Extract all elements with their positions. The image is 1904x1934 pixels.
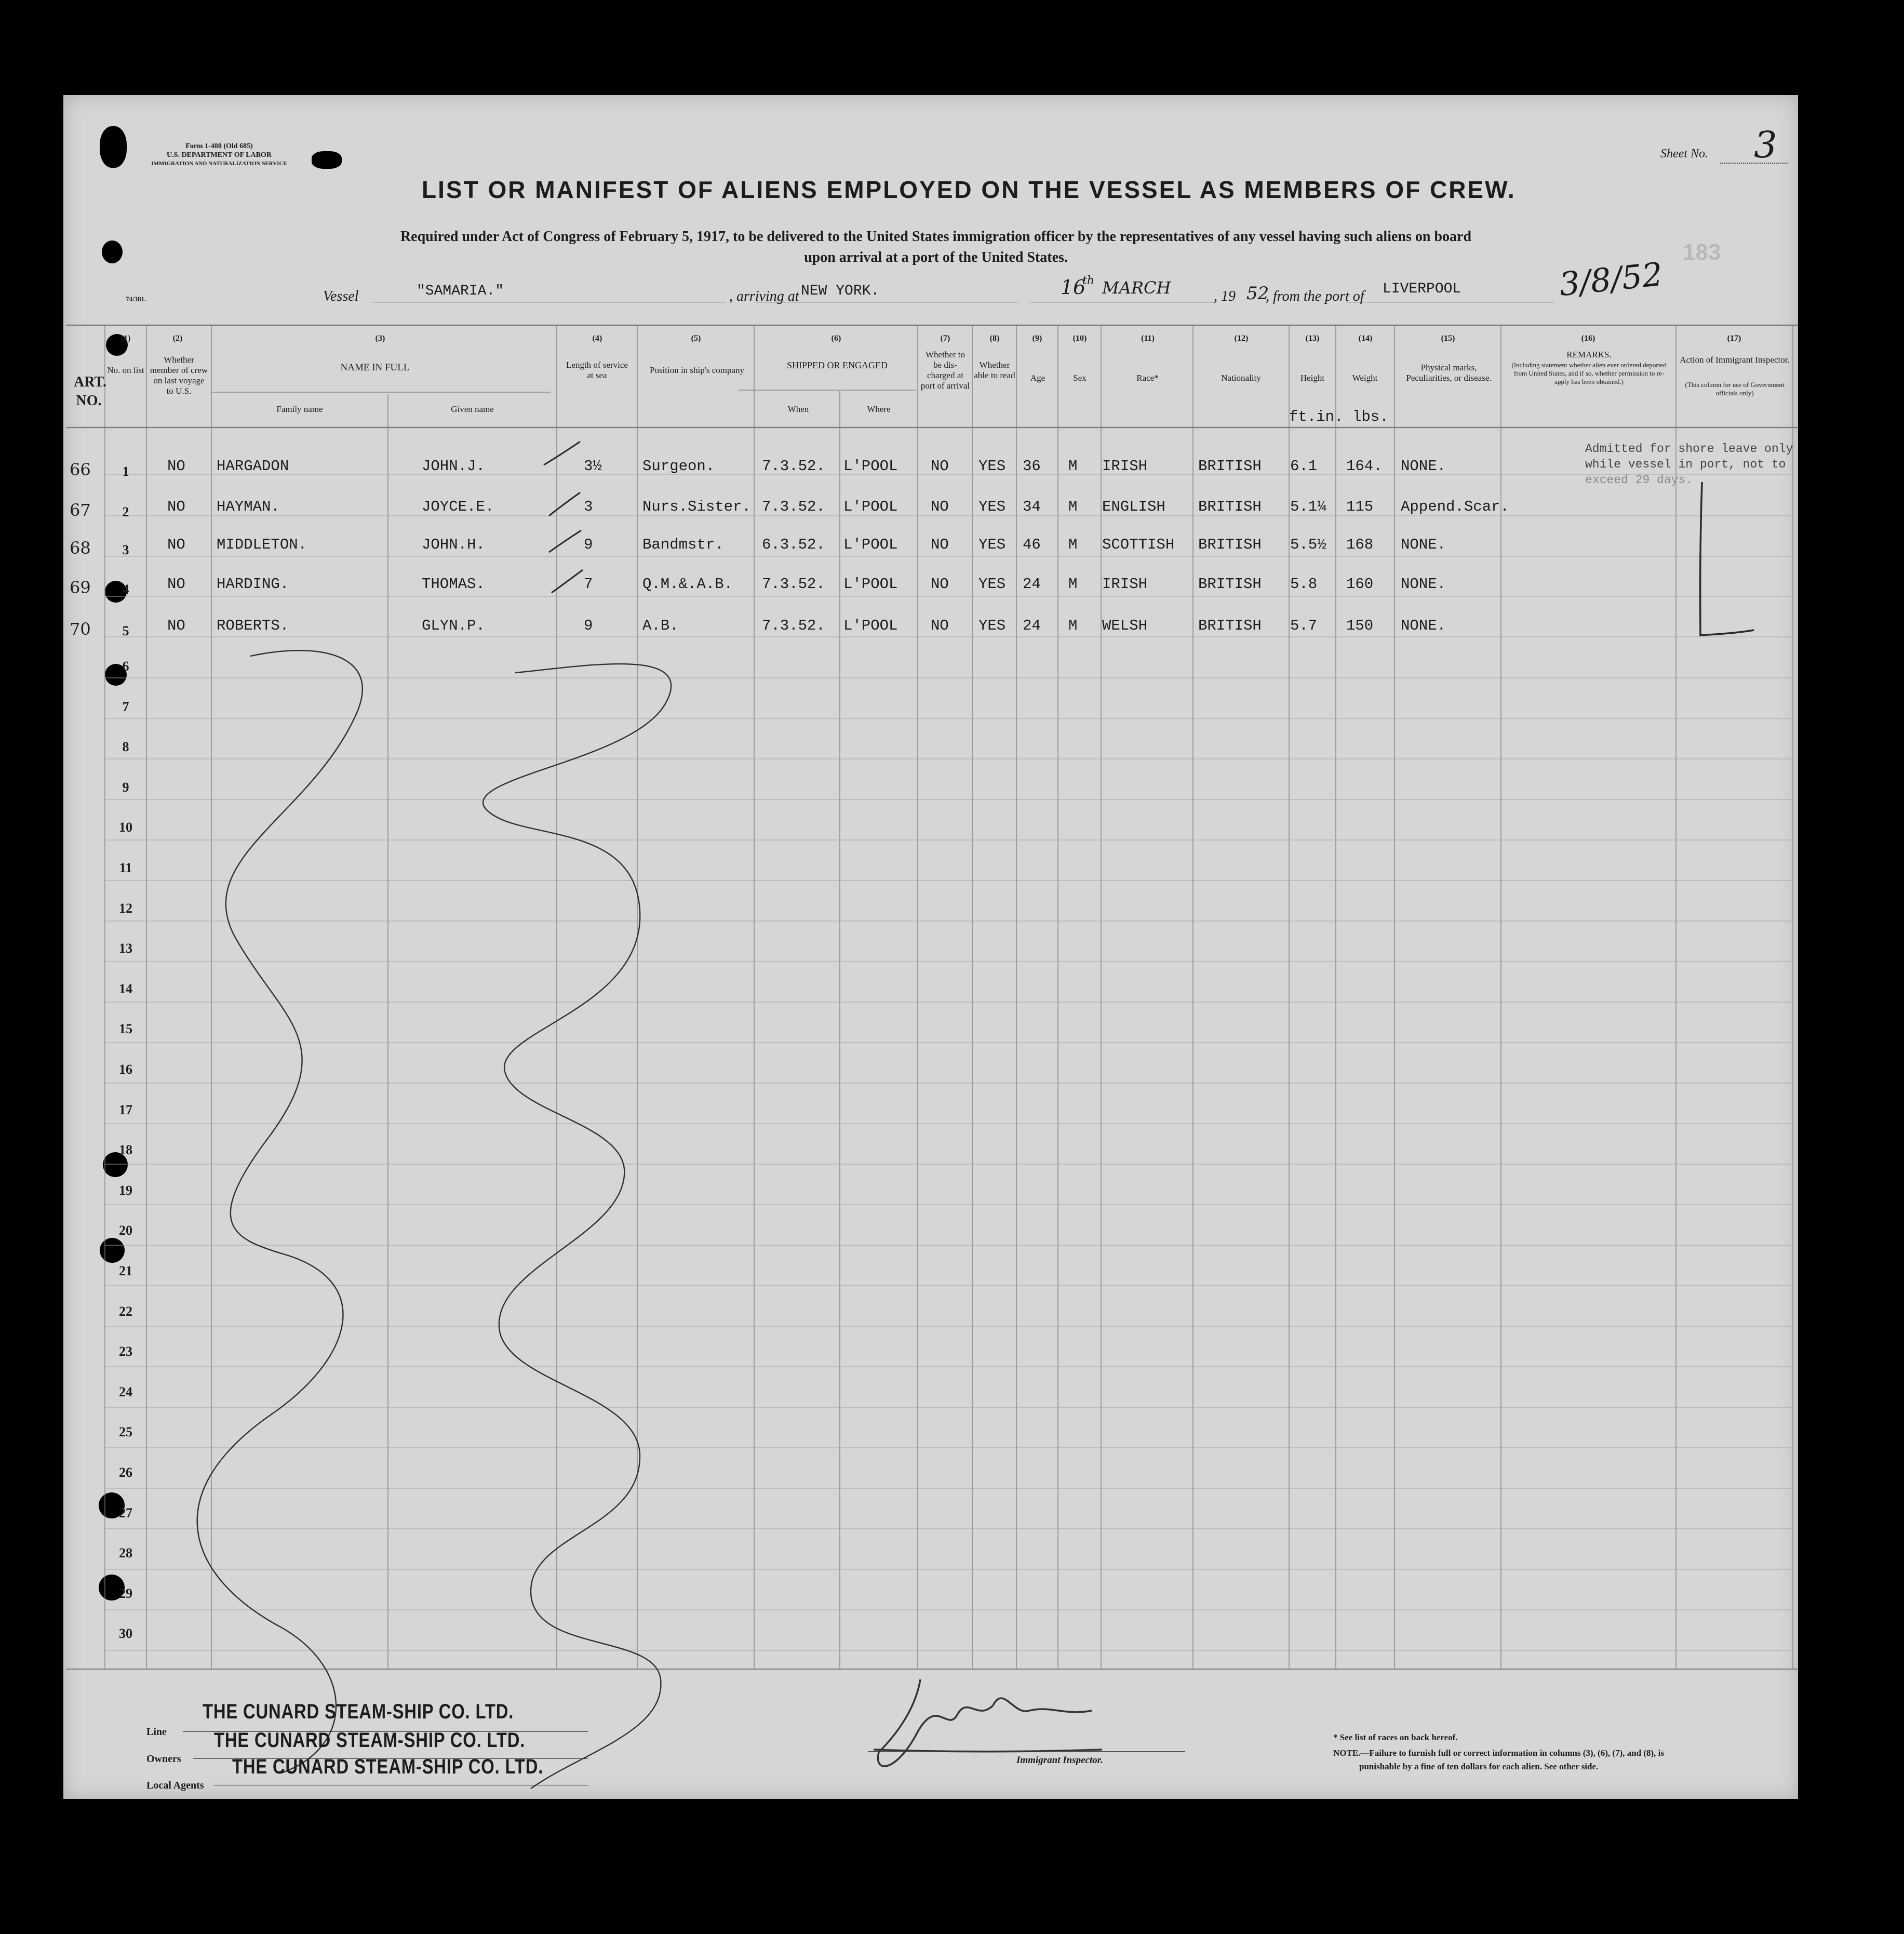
agents-label: Local Agents <box>146 1780 204 1791</box>
from-port-label: , from the port of <box>1266 288 1364 304</box>
engaged-when: 7.3.52. <box>762 617 825 634</box>
last-voyage-member: NO <box>167 536 185 553</box>
empty-row-number: 27 <box>119 1505 132 1520</box>
engaged-when: 7.3.52. <box>762 576 825 593</box>
empty-row-number: 8 <box>122 739 129 755</box>
col-num-17: (17) <box>1727 334 1741 343</box>
empty-row-number: 11 <box>119 860 132 875</box>
col-num-5: (5) <box>691 334 701 343</box>
empty-row-number: 21 <box>119 1263 132 1278</box>
art-number: 67 <box>70 500 91 520</box>
physical-marks: NONE. <box>1401 576 1446 593</box>
art-number: 68 <box>70 538 91 558</box>
col-num-12: (12) <box>1234 334 1249 343</box>
units-height: ft.in. <box>1289 408 1344 425</box>
header-when: When <box>787 404 809 414</box>
family-name: HARDING. <box>217 576 289 593</box>
header-sex: Sex <box>1073 373 1087 383</box>
remarks-line-1: Admitted for shore leave only <box>1585 442 1793 456</box>
length-of-service: 3½ <box>584 458 602 475</box>
physical-marks: NONE. <box>1401 458 1446 475</box>
to-be-discharged: NO <box>931 576 949 593</box>
empty-row-number: 7 <box>122 699 129 714</box>
length-of-service: 9 <box>584 617 593 634</box>
sex: M <box>1068 617 1078 634</box>
engaged-where: L'POOL <box>843 536 898 553</box>
race: SCOTTISH <box>1102 536 1175 553</box>
sex: M <box>1068 498 1078 515</box>
col-num-10: (10) <box>1072 334 1087 343</box>
nationality: BRITISH <box>1198 458 1262 475</box>
position: Bandmstr. <box>642 536 724 553</box>
family-name: MIDDLETON. <box>217 536 307 553</box>
able-to-read: YES <box>978 617 1006 634</box>
header-action-sub: (This column for use of Government officials only) <box>1685 381 1785 397</box>
art-number: 70 <box>70 619 91 639</box>
year-prefix: , 19 <box>1214 288 1236 304</box>
empty-row-number: 15 <box>119 1021 132 1037</box>
empty-row-number: 13 <box>119 941 132 956</box>
empty-row-number: 25 <box>119 1424 132 1440</box>
physical-marks: Append.Scar. <box>1401 498 1509 515</box>
position: Nurs.Sister. <box>642 498 751 515</box>
remarks-note <box>1585 441 1793 488</box>
nationality: BRITISH <box>1198 536 1262 553</box>
empty-row-number: 14 <box>119 981 132 996</box>
able-to-read: YES <box>978 576 1006 593</box>
engaged-when: 7.3.52. <box>762 458 825 475</box>
line-value: THE CUNARD STEAM-SHIP CO. LTD. <box>203 1700 514 1723</box>
family-name: HAYMAN. <box>217 498 280 515</box>
engaged-where: L'POOL <box>843 498 898 515</box>
age: 24 <box>1023 617 1041 634</box>
col-num-2: (2) <box>172 334 183 343</box>
race-note: * See list of races on back hereof. <box>1333 1732 1458 1742</box>
empty-row-number: 16 <box>119 1062 132 1077</box>
header-where: Where <box>867 404 891 414</box>
to-be-discharged: NO <box>931 617 949 634</box>
empty-row-number: 22 <box>119 1303 132 1319</box>
empty-row-number: 23 <box>119 1344 132 1359</box>
empty-row-number: 17 <box>119 1102 132 1117</box>
subtitle-line-1: Required under Act of Congress of February 5, 1917, to be delivered to the United States immigration officer by the representatives of any vessel having such aliens on board <box>400 229 1472 245</box>
engaged-where: L'POOL <box>843 458 898 475</box>
last-voyage-member: NO <box>167 617 185 634</box>
header-member: Whether member of crew on last voyage to U.S. <box>150 355 208 396</box>
nationality: BRITISH <box>1198 576 1262 593</box>
height: 5.1¼ <box>1290 498 1326 515</box>
given-name: JOYCE.E. <box>422 498 494 515</box>
sex: M <box>1068 576 1078 593</box>
empty-row-number: 12 <box>119 900 132 916</box>
header-race: Race* <box>1136 373 1159 383</box>
empty-row-number: 20 <box>119 1223 132 1238</box>
length-of-service: 9 <box>584 536 593 553</box>
col-num-15: (15) <box>1441 334 1455 343</box>
age: 46 <box>1023 536 1041 553</box>
weight: 168 <box>1346 536 1374 553</box>
to-be-discharged: NO <box>931 458 949 475</box>
col-num-13: (13) <box>1305 334 1320 343</box>
list-number: 3 <box>122 542 129 557</box>
sex: M <box>1068 536 1078 553</box>
height: 5.7 <box>1290 617 1318 634</box>
engaged-where: L'POOL <box>843 576 898 593</box>
header-action: Action of Immigrant Inspector. <box>1680 355 1790 365</box>
col-num-3: (3) <box>375 334 385 343</box>
empty-row-number: 28 <box>119 1545 132 1561</box>
stamp-number: 183 <box>1683 239 1721 265</box>
year-suffix: 52 <box>1246 283 1269 304</box>
form-number: Form 1-480 (Old 685) <box>185 142 253 150</box>
engaged-where: L'POOL <box>843 617 898 634</box>
arrival-month: MARCH <box>1102 278 1171 298</box>
race: IRISH <box>1102 458 1148 475</box>
manifest-sheet <box>63 95 1798 1799</box>
given-name: GLYN.P. <box>422 617 485 634</box>
race: WELSH <box>1102 617 1148 634</box>
last-voyage-member: NO <box>167 458 185 475</box>
list-number: 2 <box>122 504 129 519</box>
remarks-line-2: while vessel in port, not to <box>1585 458 1786 471</box>
header-able-read: Whether able to read <box>974 360 1015 380</box>
header-nationality: Nationality <box>1221 373 1261 383</box>
family-name: HARGADON <box>217 458 289 475</box>
service: IMMIGRATION AND NATURALIZATION SERVICE <box>151 161 287 167</box>
header-position: Position in ship's company <box>649 365 745 375</box>
to-be-discharged: NO <box>931 536 949 553</box>
inspector-underline <box>868 1751 1185 1752</box>
col-num-16: (16) <box>1581 334 1595 343</box>
arrival-day: 16 <box>1061 276 1086 299</box>
physical-marks: NONE. <box>1401 617 1446 634</box>
empty-row-number: 19 <box>119 1182 132 1198</box>
art-number: 69 <box>70 578 91 597</box>
arrival-day-suffix: th <box>1082 274 1095 287</box>
col-num-8: (8) <box>989 334 1000 343</box>
header-physical: Physical marks, Peculiarities, or disease. <box>1406 363 1492 383</box>
position: A.B. <box>642 617 679 634</box>
header-height: Height <box>1300 373 1325 383</box>
remarks-line-3: exceed 29 days. <box>1585 473 1693 487</box>
nationality: BRITISH <box>1198 617 1262 634</box>
age: 24 <box>1023 576 1041 593</box>
list-number: 5 <box>122 623 129 638</box>
owners-value: THE CUNARD STEAM-SHIP CO. LTD. <box>214 1729 526 1752</box>
length-of-service: 3 <box>584 498 593 515</box>
agents-value: THE CUNARD STEAM-SHIP CO. LTD. <box>232 1755 544 1778</box>
header-age: Age <box>1030 373 1045 383</box>
header-shipped: SHIPPED OR ENGAGED <box>786 360 888 370</box>
vessel-name: "SAMARIA." <box>417 283 504 299</box>
race: IRISH <box>1102 576 1148 593</box>
able-to-read: YES <box>978 498 1006 515</box>
sheet-number: 3 <box>1754 124 1777 166</box>
physical-marks: NONE. <box>1401 536 1446 553</box>
position: Surgeon. <box>642 458 715 475</box>
engaged-when: 7.3.52. <box>762 498 825 515</box>
weight: 150 <box>1346 617 1374 634</box>
col-num-4: (4) <box>592 334 602 343</box>
header-length-service: Length of service at sea <box>566 360 628 380</box>
header-remarks-sub: (Including statement whether alien ever ordered deported from United States, and if so, whether permission to re-apply has been obtained.) <box>1511 361 1667 385</box>
header-art-no: ART. NO. <box>74 374 107 409</box>
height: 5.5½ <box>1290 536 1326 553</box>
given-name: JOHN.J. <box>422 458 485 475</box>
empty-row-number: 26 <box>119 1465 132 1480</box>
empty-row-number: 18 <box>119 1142 132 1158</box>
header-weight: Weight <box>1352 373 1378 383</box>
col-num-1: (1) <box>120 334 131 343</box>
header-discharged: Whether to be dis-charged at port of arrival <box>920 350 970 391</box>
penalty-note-2: punishable by a fine of ten dollars for each alien. See other side. <box>1359 1762 1599 1771</box>
line-label: Line <box>146 1726 167 1738</box>
header-given-name: Given name <box>451 404 494 414</box>
header-no-on-list: No. on list <box>107 365 144 375</box>
given-name: THOMAS. <box>422 576 485 593</box>
able-to-read: YES <box>978 536 1006 553</box>
page-title: LIST OR MANIFEST OF ALIENS EMPLOYED ON THE VESSEL AS MEMBERS OF CREW. <box>422 176 1516 203</box>
header-name-in-full: NAME IN FULL <box>340 362 410 373</box>
col-num-9: (9) <box>1032 334 1042 343</box>
arriving-label: , arriving at <box>729 288 799 304</box>
units-weight: lbs. <box>1352 408 1389 425</box>
able-to-read: YES <box>978 458 1006 475</box>
inspector-label: Immigrant Inspector. <box>1016 1755 1103 1766</box>
age: 36 <box>1023 458 1041 475</box>
weight: 160 <box>1346 576 1374 593</box>
nationality: BRITISH <box>1198 498 1262 515</box>
vessel-label: Vessel <box>323 288 359 304</box>
length-of-service: 7 <box>584 576 593 593</box>
header-remarks: REMARKS. <box>1566 350 1612 359</box>
empty-row-number: 24 <box>119 1384 132 1399</box>
handwritten-date: 3/8/52 <box>1557 255 1665 304</box>
family-name: ROBERTS. <box>217 617 289 634</box>
list-number: 4 <box>122 582 129 597</box>
col-num-11: (11) <box>1141 334 1155 343</box>
height: 6.1 <box>1290 458 1318 475</box>
empty-row-number: 9 <box>122 779 129 795</box>
subtitle-line-2: upon arrival at a port of the United States. <box>804 249 1068 265</box>
col-num-14: (14) <box>1358 334 1373 343</box>
empty-row-number: 10 <box>119 820 132 835</box>
sex: M <box>1068 458 1078 475</box>
weight: 164. <box>1346 458 1383 475</box>
owners-label: Owners <box>146 1753 181 1765</box>
penalty-note-1: NOTE.—Failure to furnish full or correct information in columns (3), (6), (7), and (8), is <box>1333 1748 1665 1758</box>
col-num-6: (6) <box>831 334 841 343</box>
department: U.S. DEPARTMENT OF LABOR <box>167 151 272 159</box>
header-family-name: Family name <box>276 404 323 414</box>
to-be-discharged: NO <box>931 498 949 515</box>
weight: 115 <box>1346 498 1374 515</box>
sheet-label: Sheet No. <box>1660 147 1708 161</box>
given-name: JOHN.H. <box>422 536 485 553</box>
race: ENGLISH <box>1102 498 1165 515</box>
form-code: 74/381. <box>126 295 146 303</box>
empty-row-number: 30 <box>119 1626 132 1642</box>
arrival-port: NEW YORK. <box>801 283 880 299</box>
last-voyage-member: NO <box>167 576 185 593</box>
art-number: 66 <box>70 460 91 479</box>
col-num-7: (7) <box>940 334 950 343</box>
height: 5.8 <box>1290 576 1318 593</box>
list-number: 1 <box>122 464 129 479</box>
empty-row-number: 6 <box>122 659 129 674</box>
origin-port: LIVERPOOL <box>1383 281 1461 297</box>
position: Q.M.&.A.B. <box>642 576 733 593</box>
empty-row-number: 29 <box>119 1585 132 1601</box>
age: 34 <box>1023 498 1041 515</box>
engaged-when: 6.3.52. <box>762 536 825 553</box>
last-voyage-member: NO <box>167 498 185 515</box>
